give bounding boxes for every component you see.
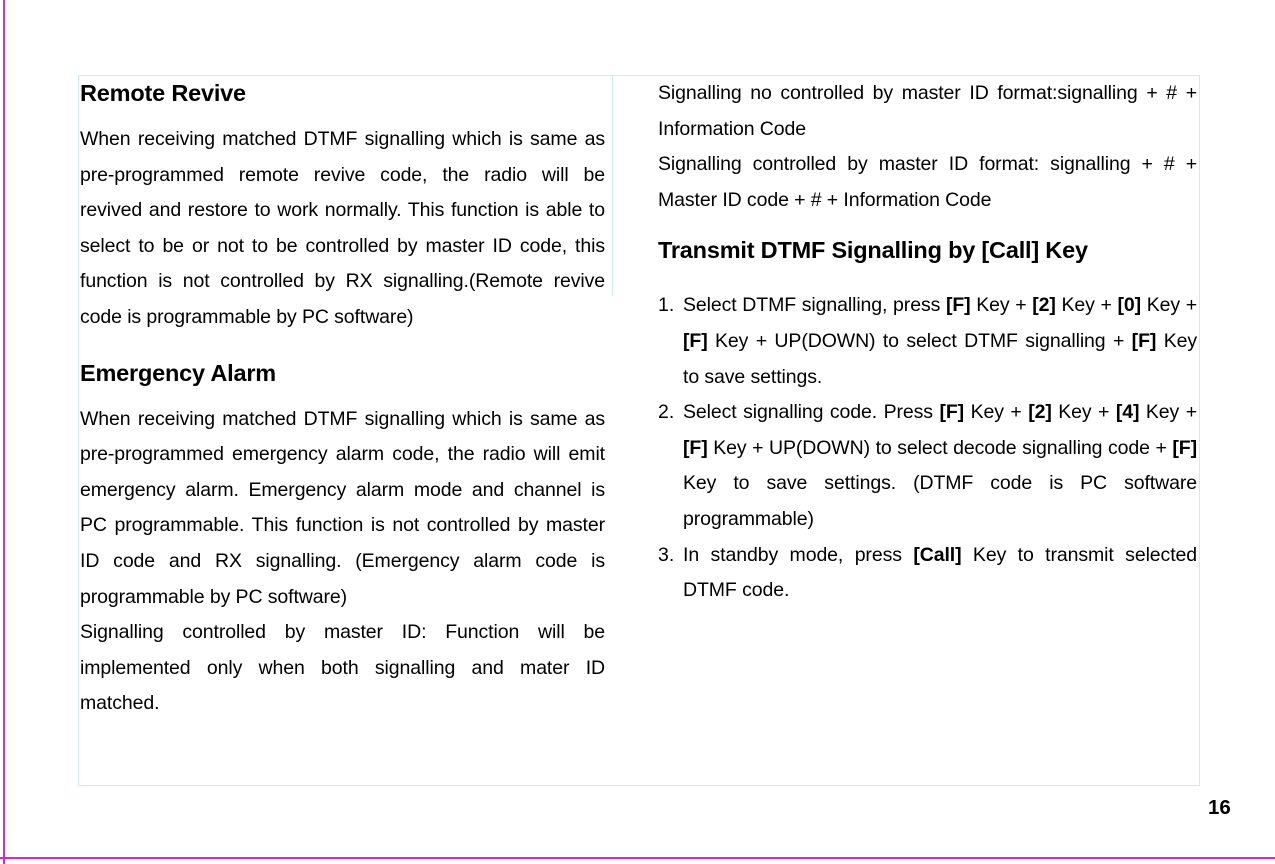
right-column (658, 76, 1197, 609)
paragraph-remote-revive: When receiving matched DTMF signalling which is same as pre-programmed remote revive code, the radio will be revived and restore to work normally. This function is able to select to be or not to be controlled by master ID code, this function is not controlled by RX signalling.(Remote revive code is programmable by PC software) (80, 128, 605, 328)
paragraph-signalling-controlled: Signalling controlled by master ID: Function will be implemented only when both signalling and mater ID matched. (80, 621, 605, 715)
step-text: Select signalling code. Press [F] Key + [2] Key + [4] Key + [F] Key + UP(DOWN) to select decode signalling code + [F] Key to save settings. (DTMF code is PC software programmable) (683, 401, 1197, 530)
column-divider-line (612, 76, 613, 296)
left-edge-line (3, 0, 5, 864)
step-number: 3. (658, 543, 675, 566)
step-number: 2. (658, 401, 675, 424)
paragraph-signalling-controlled-format: Signalling controlled by master ID format: signalling + # + Master ID code + # + Information Code (658, 153, 1197, 211)
step-text: In standby mode, press [Call] Key to transmit selected DTMF code. (683, 543, 1198, 602)
bottom-edge-line (0, 857, 1275, 859)
step-text: Select DTMF signalling, press [F] Key + [2] Key + [0] Key + [F] Key + UP(DOWN) to select DTMF signalling + [F] Key to save settings. (683, 294, 1197, 388)
content-box (78, 75, 1200, 786)
step-item (658, 288, 1197, 395)
section-heading-remote-revive: Remote Revive (80, 80, 246, 106)
paragraph-emergency-alarm: When receiving matched DTMF signalling which is same as pre-programmed emergency alarm code, the radio will emit emergency alarm. Emergency alarm mode and channel is PC programmable. This function is not controlled by master ID code and RX signalling. (Emergency alarm code is programmable by PC software) (80, 407, 605, 608)
paragraph-signalling-no-controlled-format: Signalling no controlled by master ID format:signalling + # + Information Code (658, 82, 1197, 140)
section-heading-transmit-dtmf: Transmit DTMF Signalling by [Call] Key (658, 237, 1088, 264)
step-item (658, 538, 1197, 609)
step-number: 1. (658, 294, 675, 317)
step-list (658, 288, 1197, 608)
left-column (80, 76, 605, 722)
step-item (658, 395, 1197, 537)
page-number: 16 (1208, 796, 1231, 819)
section-heading-emergency-alarm: Emergency Alarm (80, 359, 276, 386)
